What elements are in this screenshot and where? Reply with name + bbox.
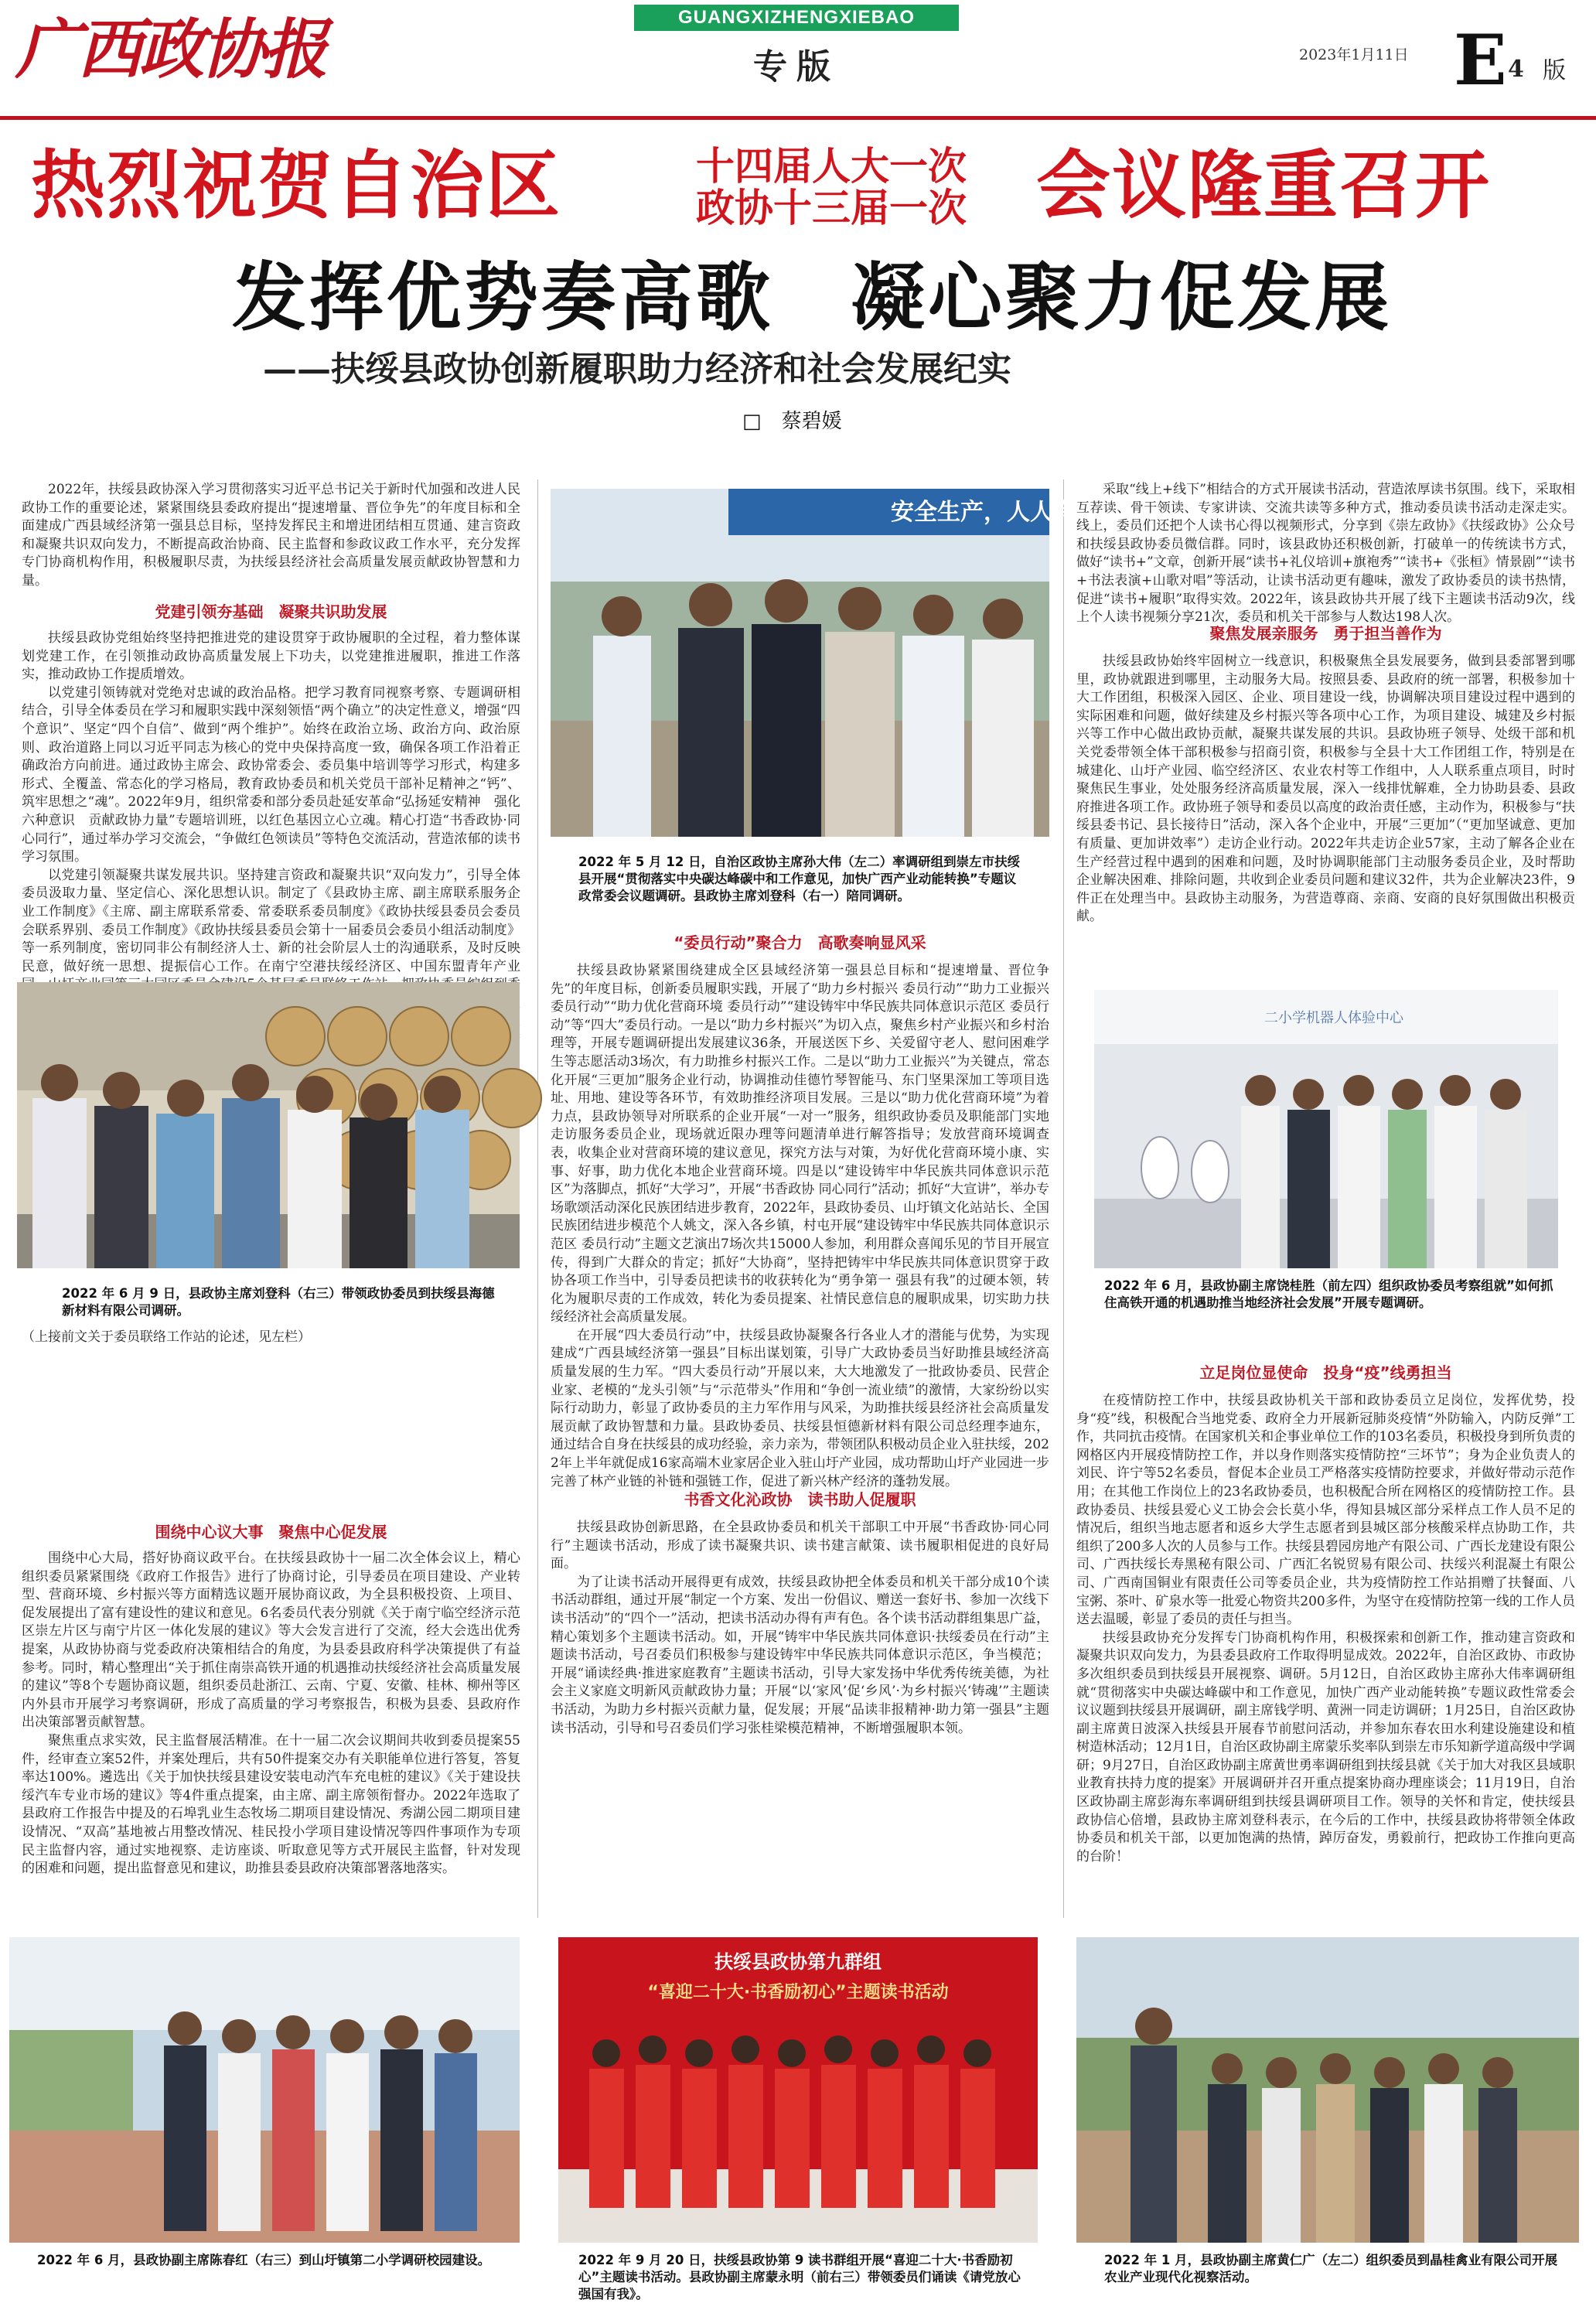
- column-rule: [537, 479, 538, 1918]
- section-body: 在疫情防控工作中，扶绥县政协机关干部和政协委员立足岗位，发挥优势，投身“疫”线，积极配合当地党委、政府全力开展新冠肺炎疫情“外防输入，内防反弹”工作，共同抗击疫情。在国家机关和企事业单位工作的103名委员，积极投身到所负责的网格区内开展疫情防控工作，并以身作则落实疫情防控“三坏节”；身为企业负责人的刘民、许宁等52名委员，督促本企业员工严格落实疫情防控要求，并做好带动示范作用；在其他工作岗位上的23名政协委员，也积极配合所在网格区的疫情防控工作。县政协委员、扶绥县爱心义工协会会长莫小华，得知县城区部分采样点工作人员不足的情况后，组织当地志愿者和返乡大学生志愿者到县城区部分核酸采样点协助工作，共组织了200多人次的人员参与工作。扶绥县碧园房地产有限公司、广西长龙建设有限公司、广西扶绥长寿黑秘有限公司、广西汇名锐贸易有限公司、扶绥兴利混凝土有限公司、广西南国铜业有限责任公司等委员企业，共为疫情防控工作站捐赠了扶餐面、八宝粥、茶叶、矿泉水等一批爱心物资共200多件，为坚守在疫情防控第一线的工作人员送去温暖，彰显了委员的责任与担当。 扶绥县政协充分发挥专门协商机构作用，积极探索和创新工作，推动建言资政和凝聚共识双向发力，为县委县政府工作取得明显成效。2022年，自治区政协、市政协多次组织委员到扶绥县开展视察、调研。5月12日，自治区政协主席孙大伟率调研组就“贯彻落实中央碳达峰碳中和工作意见，加快广西产业动能转换”专题议政性常委会议议题到扶绥县开展调研，副主席钱学明、黄洲一同走访调研；1月25日，自治区政协副主席黄日波深入扶绥县开展春节前慰问活动，并参加东春农田水利建设施建设和植树造林活动；12月1日，自治区政协副主席蒙乐奖率队到崇左市乐知新学道高级中学调研；9月27日，自治区政协副主席黄世勇率调研组到扶绥县就《关于加大对我区县域职业教育扶持力度的提案》开展调研并召开重点提案协商办理座谈会；11月19日，自治区政协副主席彭海东率调研组到扶绥县调研项目工作。领导的关怀和肯定，使扶绥县政协信心倍增，县政协主席刘登科表示，在今后的工作中，扶绥县政协将带领全体政协委员和机关干部，以更加饱满的热情，踔厉奋发，勇毅前行，把政协工作推向更高的台阶！: [1076, 1393, 1575, 1865]
- article-byline: □ 蔡碧媛: [742, 410, 842, 433]
- section-body: 扶绥县政协始终牢固树立一线意识，积极聚焦全县发展要务，做到县委部署到哪里，政协就跟进到哪里，主动服务大局。按照县委、县政府的统一部署，积极参加十大工作团组，积极深入园区、企业、项目建设一线，协调解决项目建设过程中遇到的实际困难和问题，做好续建及乡村振兴等各项中心工作，为项目建设、城建及乡村振兴等工作中心做出政协贡献，凝聚共谋发展的共识。县政协班子领导、处级干部和机关党委带领全体干部积极参与招商引资，积极参与全县十大工作团组工作，特别是在城建化、山圩产业园、临空经济区、农业农村等工作组中，人人联系重点项目，时时聚焦民生事业，处处服务经济高质量发展，深入一线排忧解难，全力协助县委、县政府推进各项工作。政协班子领导和委员以高度的政治责任感，主动作为，积极参与“扶绥县委书记、县长接待日”活动，深入各个企业中，开展“三更加”（“更加坚诚意、更加有质量、更加讲效率”）走访企业行动。2022年共走访企业57家，主动了解各企业在生产经营过程中遇到的困难和问题，及时协调职能部门主动服务委员企业，及时帮助企业解决困难、排除问题，共收到企业委员问题和建议32件，共为企业解决23件，9件正在处理当中。县政协主动服务，为营造尊商、亲商、安商的良好氛围做出积极贡献。: [1076, 653, 1575, 925]
- masthead-rule: [0, 116, 1596, 120]
- photo-leadership-inspection: [551, 489, 1100, 837]
- section-body: 扶绥县政协紧紧围绕建成全区县域经济第一强县总目标和“提速增量、晋位争先”的年度目标，创新委员履职实践，开展了“助力乡村振兴 委员行动”“助力工业振兴 委员行动”“助力优化营商环境 委员行动”“建设铸牢中华民族共同体意识示范区 委员行动”等“四大”委员行动。一是以“助力乡村振兴”为切入点，聚焦乡村产业振兴和乡村治理等，开展专题调研提出发展建议36条，开展送医下乡、关爱留守老人、慰问困难学生等志愿活动3场次，有力助推乡村振兴工作。二是以“助力工业振兴”为关键点，常态化开展“三更加”服务企业行动，协调推动佳德竹琴智能马、东门坚果深加工等项目选址、用地、建设等各环节，有效助推经济项目发展。三是以“助力优化营商环境”为着力点，县政协领导对所联系的企业开展“一对一”服务，组织政协委员及职能部门实地走访服务委员企业，现场就近限办理等问题清单进行解答指导；发放营商环境调查表，收集企业对营商环境的建议意见，探究方法与对策，为好优化营商环境小康、实事、好事，助力优化本地企业营商环境。四是以“建设铸牢中华民族共同体意识示范区”为落脚点，抓好“大学习”，开展“书香政协 同心同行”活动；抓好“大宣讲”，举办专场歌颂活动深化民族团结进步教育，2022年，县政协委员、山圩镇文化站站长、全国民族团结进步模范个人姚文，深入各乡镇，村屯开展“建设铸牢中华民族共同体意识示范区 委员行动”主题文艺演出7场次共15000人参加，利用群众喜闻乐见的节目开展宣传，得到广大群众的肯定；抓好“大协商”，坚持把铸牢中华民族共同体意识贯穿于政协各项工作当中，引导委员把读书的收获转化为“勇争第一 强县有我”的过硬本领，转化为履职尽责的工作成效，转化为委员提案、社情民意信息的履职成果，切实助力扶绥经济社会高质量发展。 在开展“四大委员行动”中，扶绥县政协凝聚各行各业人才的潜能与优势，为实现建成“广西县域经济第一强县”目标出谋划策，引导广大政协委员当好助推县域经济高质量发展的生力军。“四大委员行动”开展以来，大大地激发了一批政协委员、民营企业家、老模的“龙头引领”与“示范带头”作用和“争创一流业绩”的激情，大家纷纷以实际行动助力，彰显了政协委员的主力军作用与风采，为助推扶绥县经济社会高质量发展贡献了政协智慧和力量。县政协委员、扶绥县恒德新材料有限公司总经理李迪东，通过结合自身在扶绥县的成功经验，亲力亲为，带领团队积极动员企业入驻扶绥，2022年上半年就促成16家高端木业家居企业入驻山圩产业园，成功帮助山圩产业园进一步完善了林产业链的补链和强链工作，促进了新兴林产经济的蓬勃发展。: [551, 963, 1049, 1489]
- article-intro: 2022年，扶绥县政协深入学习贯彻落实习近平总书记关于新时代加强和改进人民政协工作的重要论述，紧紧围绕县委政府提出“提速增量、晋位争先”的年度目标和全面建成广西县域经济第一强县总目标，坚持发挥民主和增进团结相互贯通、建言资政和凝聚共识双向发力，不断提高政治协商、民主监督和参政议政工作水平，充分发挥专门协商机构作用，积极履职尽责，为扶绥县经济社会高质量发展贡献政协智慧和力量。: [22, 482, 520, 589]
- photo-caption: 2022 年 1 月，县政协副主席黄仁广（左二）组织委员到晶桂禽业有限公司开展农业产业现代化视察活动。: [1104, 2253, 1558, 2284]
- section-body-continued: （上接前文关于委员联络工作站的论述，见左栏）: [22, 1329, 311, 1345]
- photo-factory-visit: [17, 982, 520, 1268]
- photo-caption: 2022 年 6 月，县政协副主席陈春红（右三）到山圩镇第二小学调研校园建设。: [37, 2253, 491, 2267]
- photo-farm-inspection: [1076, 1937, 1579, 2243]
- page-letter: E: [1454, 19, 1507, 101]
- newspaper-logo: 广西政协报: [15, 11, 326, 87]
- banner-right: 会议隆重召开: [1036, 142, 1491, 229]
- issue-date: 2023年1月11日: [1299, 46, 1409, 63]
- photo-caption: 2022 年 9 月 20 日，扶绥县政协第 9 读书群组开展“喜迎二十大·书香励初心”主题读书活动。县政协副主席蒙永明（前右三）带领委员们诵读《请党放心 强国有我》。: [578, 2253, 1034, 2301]
- section-heading: 聚焦发展亲服务 勇于担当善作为: [1209, 624, 1442, 643]
- section-heading: 围绕中心议大事 聚焦中心促发展: [155, 1523, 387, 1541]
- scene-sign-text: 二小学机器人体验中心: [1264, 1010, 1403, 1026]
- article-subtitle: ——扶绥县政协创新履职助力经济和社会发展纪实: [263, 350, 1011, 389]
- banner-middle-line2: 政协十三届一次: [696, 186, 967, 230]
- column-rule: [1063, 479, 1064, 1918]
- article-title: 发挥优势奏高歌 凝心聚力促发展: [232, 254, 1392, 341]
- section-heading: 党建引领夯基础 凝聚共识助发展: [155, 602, 387, 621]
- photo-robot-center: [1094, 990, 1558, 1268]
- scene-banner-line2: “喜迎二十大·书香励初心”主题读书活动: [647, 1983, 949, 2002]
- section-heading: “委员行动”聚合力 高歌奏响显风采: [674, 933, 926, 952]
- banner-left: 热烈祝贺自治区: [31, 142, 561, 229]
- newspaper-pinyin: GUANGXIZHENGXIEBAO: [634, 5, 959, 31]
- photo-caption: 2022 年 6 月 9 日，县政协主席刘登科（右三）带领政协委员到扶绥县海德新材料有限公司调研。: [62, 1286, 495, 1318]
- page-number: 4: [1508, 56, 1524, 83]
- banner-middle-line1: 十四届人大一次: [696, 144, 967, 189]
- section-body-continued: 采取“线上+线下”相结合的方式开展读书活动，营造浓厚读书氛围。线下，采取相互荐读、骨干领读、专家讲读、交流共读等多种方式，推动委员读书活动走深走实。线上，委员们还把个人读书心得以视频形式，分享到《崇左政协》《扶绥政协》公众号和扶绥县政协委员微信群。同时，该县政协还积极创新，打破单一的传统读书方式，做好“读书+”文章，创新开展“读书+礼仪培训+旗袍秀”“读书+《张桓》情景剧”“读书+书法表演+山歌对唱”等活动，让读书活动更有趣味，激发了政协委员的读书热情，促进“读书+履职”取得实效。2022年，该县政协共开展了线下主题读书活动9次，线上个人读书视频分享21次，委员和机关干部参与人数达198人次。: [1076, 482, 1575, 626]
- page-suffix: 版: [1543, 57, 1566, 84]
- section-heading: 立足岗位显使命 投身“疫”线勇担当: [1199, 1363, 1452, 1382]
- photo-reading-event: [558, 1937, 1038, 2243]
- section-body: 扶绥县政协党组始终坚持把推进党的建设贯穿于政协履职的全过程，着力整体谋划党建工作，在引领推动政协高质量发展上下功夫，以党建推进履职，推进工作落实，推动政协工作提质增效。 以党建引领铸就对党绝对忠诚的政治品格。把学习教育同视察考察、专题调研相结合，引导全体委员在学习和履职实践中深刻领悟“两个确立”的决定性意义，增强“四个意识”、坚定“四个自信”、做到“两个维护”。始终在政治立场、政治方向、政治原则、政治道路上同以习近平同志为核心的党中央保持高度一致，确保各项工作沿着正确政治方向前进。通过政协主席会、政协常委会、委员集中培训等学习形式，构建多形式、全覆盖、常态化的学习格局，教育政协委员和机关党员干部补足精神之“钙”、筑牢思想之“魂”。2022年9月，组织常委和部分委员赴延安革命“弘扬延安精神 强化六种意识 贡献政协力量”专题培训班，以红色基因立心立魂。精心打造“书香政协·同心同行”，通过举办学习交流会，“争做红色领读员”等特色交流活动，营造浓郁的读书学习氛围。 以党建引领凝聚共谋发展共识。坚持建言资政和凝聚共识“双向发力”，引导全体委员汲取力量、坚定信心、深化思想认识。制定了《县政协主席、副主席联系服务企业工作制度》《主席、副主席联系常委、常委联系委员制度》《政协扶绥县委员会委员会联系界别、委员工作制度》《政协扶绥县委员会第十一届委员会委员小组活动制度》等一系列制度，密切同非公有制经济人士、新的社会阶层人士的沟通联系，及时反映民意，做好统一思想、提振信心工作。在南宁空港扶绥经济区、中国东盟青年产业: [22, 630, 520, 974]
- scene-banner-line1: 扶绥县政协第九群组: [714, 1951, 882, 1973]
- photo-caption: 2022 年 6 月，县政协副主席饶桂胜（前左四）组织政协委员考察组就”如何抓住高铁开通的机遇助推当地经济社会发展”开展专题调研。: [1104, 1278, 1553, 1310]
- photo-caption: 2022 年 5 月 12 日，自治区政协主席孙大伟（左二）率调研组到崇左市扶绥县开展“贯彻落实中央碳达峰碳中和工作意见，加快广西产业动能转换”专题议政常委会议题调研。县政协主席刘登科（右一）陪同调研。: [578, 855, 1021, 903]
- section-body: 围绕中心大局，搭好协商议政平台。在扶绥县政协十一届二次全体会议上，精心组织委员紧紧围绕《政府工作报告》进行了协商讨论，引导委员在项目建设、产业转型、营商环境、乡村振兴等方面精选议题开展协商议政，为全县积极投资、上项目、促发展提出了富有建设性的建议和意见。6名委员代表分别就《关于南宁临空经济示范区崇左片区与南宁片区一体化发展的建议》等大会发言进行了交流，经大会选出优秀提案，从政协协商与党委政府决策相结合的角度，为县委县政府科学决策提供了有益参考。同时，精心整理出“关于抓住南崇高铁开通的机遇推动扶绥经济社会高质量发展的建议”等8个专题协商议题，组织委员赴浙江、云南、宁夏、安徽、桂林、柳州等区内外县市开展学习考察调研，形成了高质量的学习考察报告，积极为县委、县政府作出决策部署贡献智慧。 聚焦重点求实效，民主监督展活精准。在十一届二次会议期间共收到委员提案55件，经审查立案52件，并案处理后，共有50件提案交办有关职能单位进行答复，答复率达100%。遴选出《关于加快扶绥县建设安装电动汽车充电桩的建议》《关于建设扶绥汽车专业市场的建议》等4件重点提案，由主席、副主席领衔督办。2022年选取了县政府工作报告中提及的石埠乳业生态牧场二期项目建设情况、秀湖公园二期项目建设情况、“双高”基地被占用整改情况、桂民投小学项目建设情况等四件事项作为专项民主监督内容，通过实地视察、走访座谈、听取意见等方式开展民主监督，针对发现的困难和问题，提出监督意见和建议，助推县委县政府决策部署落地落实。: [22, 1551, 520, 1877]
- photo-school-visit: [9, 1937, 520, 2243]
- section-heading: 书香文化沁政协 读书助人促履职: [684, 1490, 916, 1509]
- scene-banner-text: 安全生产，人人有责: [891, 499, 1100, 526]
- section-name: 专版: [753, 47, 840, 87]
- section-body: 扶绥县政协创新思路，在全县政协委员和机关干部职工中开展“书香政协·同心同行”主题读书活动，形成了读书凝聚共识、读书建言献策、读书履职相促进的良好局面。 为了让读书活动开展得更有成效，扶绥县政协把全体委员和机关干部分成10个读书活动群组，通过开展“制定一个方案、发出一份倡议、赠送一套好书、参加一次线下读书活动”的“四个一”活动，把读书活动办得有声有色。各个读书活动群组集思广益，精心策划多个主题读书活动。如，开展“铸牢中华民族共同体意识·扶绥委员在行动”主题读书活动，号召委员们积极参与建设铸牢中华民族共同体意识示范区，争当模范；开展“诵读经典·推进家庭教育”主题读书活动，引导大家发扬中华优秀传统美德，为社会主义家庭文明新风贡献政协力量；开展“以‘家风’促‘乡风’·为乡村振兴‘铸魂’”主题读书活动，为助力乡村振兴贡献力量，促发展；开展“品读非报精神·助力第一强县”主题读书活动，引导和号召委员们学习张桂梁模范精神，不断增强履职本领。: [551, 1520, 1049, 1736]
